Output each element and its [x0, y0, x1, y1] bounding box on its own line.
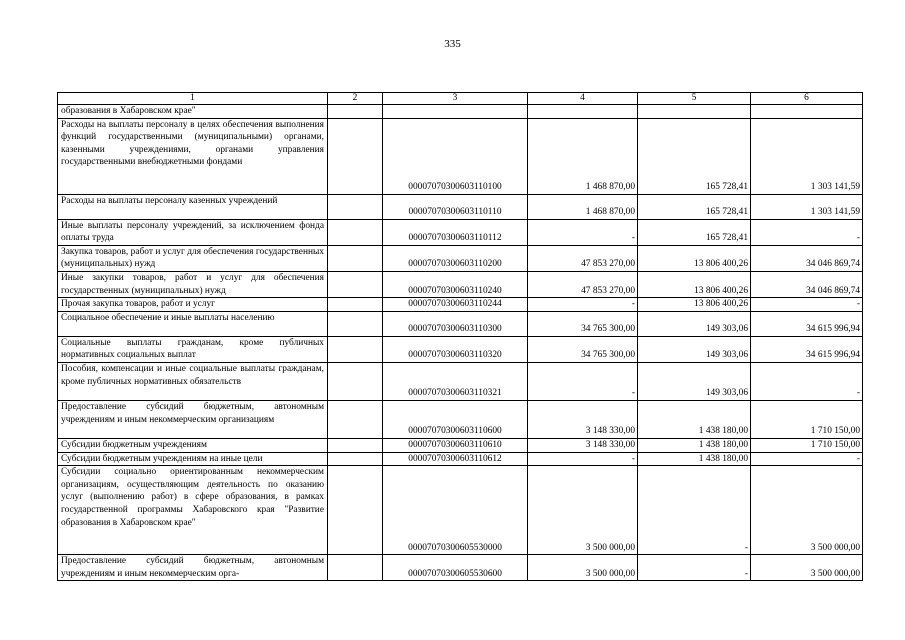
column-header: 3	[383, 93, 528, 105]
row-code: 00007070300603110100	[383, 118, 528, 194]
table-row	[58, 438, 863, 452]
row-col6: 34 046 869,74	[751, 271, 863, 297]
row-col6: 34 046 869,74	[751, 245, 863, 271]
row-name: Иные закупки товаров, работ и услуг для обеспечения государственных (муниципальных) нужд	[58, 271, 328, 297]
row-col2	[328, 555, 383, 581]
column-header: 2	[328, 93, 383, 105]
row-name: Иные выплаты персоналу учреждений, за исключением фонда оплаты труда	[58, 219, 328, 245]
page-number: 335	[444, 38, 461, 50]
column-header: 6	[751, 93, 863, 105]
row-name: Субсидии социально ориентированным некоммерческим организациям, осуществляющим деятельность по оказанию услуг (выполнению работ) в сфере образования, в рамках государственной программы Хабаровского края "Развитие образования в Хабаровском крае"	[58, 466, 328, 555]
row-col2	[328, 194, 383, 219]
row-col6: -	[751, 219, 863, 245]
table-row	[58, 452, 863, 466]
row-col4: -	[528, 452, 638, 466]
row-col2	[328, 452, 383, 466]
row-col4: 34 765 300,00	[528, 336, 638, 362]
row-code: 00007070300603110612	[383, 452, 528, 466]
row-col4: -	[528, 298, 638, 312]
row-col5: 165 728,41	[638, 118, 751, 194]
row-col5: 149 303,06	[638, 311, 751, 336]
row-col6: 1 710 150,00	[751, 438, 863, 452]
table-row	[58, 245, 863, 271]
row-col5: 149 303,06	[638, 336, 751, 362]
row-col5: 13 806 400,26	[638, 245, 751, 271]
row-col5: 13 806 400,26	[638, 298, 751, 312]
table-row	[58, 400, 863, 438]
row-col2	[328, 105, 383, 119]
row-col4: 1 468 870,00	[528, 118, 638, 194]
row-col2	[328, 311, 383, 336]
table-row	[58, 336, 863, 362]
table-row	[58, 194, 863, 219]
row-col5: 13 806 400,26	[638, 271, 751, 297]
row-col6: -	[751, 298, 863, 312]
row-col5: 165 728,41	[638, 194, 751, 219]
row-col2	[328, 298, 383, 312]
row-col5: 1 438 180,00	[638, 400, 751, 438]
row-code	[383, 105, 528, 119]
row-code: 00007070300603110600	[383, 400, 528, 438]
row-col5: -	[638, 466, 751, 555]
row-col5: 1 438 180,00	[638, 452, 751, 466]
row-col4: 3 500 000,00	[528, 466, 638, 555]
row-col6: 1 303 141,59	[751, 118, 863, 194]
row-col5: 165 728,41	[638, 219, 751, 245]
row-col4: 34 765 300,00	[528, 311, 638, 336]
row-name: образования в Хабаровском крае"	[58, 105, 328, 119]
row-col6	[751, 105, 863, 119]
row-name: Субсидии бюджетным учреждениям на иные цели	[58, 452, 328, 466]
row-col6: -	[751, 452, 863, 466]
column-header: 5	[638, 93, 751, 105]
row-col5	[638, 105, 751, 119]
row-name: Предоставление субсидий бюджетным, автономным учреждениям и иным некоммерческим орга-	[58, 555, 328, 581]
column-header: 4	[528, 93, 638, 105]
row-col6: 34 615 996,94	[751, 336, 863, 362]
row-name: Пособия, компенсации и иные социальные выплаты гражданам, кроме публичных нормативных обязательств	[58, 362, 328, 400]
row-col2	[328, 362, 383, 400]
row-col6: -	[751, 362, 863, 400]
row-col2	[328, 219, 383, 245]
table-row	[58, 118, 863, 194]
row-code: 00007070300603110200	[383, 245, 528, 271]
table-row	[58, 311, 863, 336]
row-code: 00007070300603110320	[383, 336, 528, 362]
table-row	[58, 555, 863, 581]
row-code: 00007070300603110110	[383, 194, 528, 219]
row-col2	[328, 271, 383, 297]
row-name: Прочая закупка товаров, работ и услуг	[58, 298, 328, 312]
row-col6: 3 500 000,00	[751, 555, 863, 581]
row-col6: 3 500 000,00	[751, 466, 863, 555]
budget-table	[57, 92, 863, 581]
row-code: 00007070300605530600	[383, 555, 528, 581]
row-code: 00007070300603110112	[383, 219, 528, 245]
row-code: 00007070300603110240	[383, 271, 528, 297]
row-col4: 3 148 330,00	[528, 438, 638, 452]
table-row	[58, 271, 863, 297]
row-col2	[328, 466, 383, 555]
table-row	[58, 298, 863, 312]
row-name: Субсидии бюджетным учреждениям	[58, 438, 328, 452]
row-code: 00007070300603110321	[383, 362, 528, 400]
row-col4: 47 853 270,00	[528, 245, 638, 271]
row-col4: -	[528, 219, 638, 245]
row-col5: 1 438 180,00	[638, 438, 751, 452]
row-name: Расходы на выплаты персоналу в целях обеспечения выполнения функций государственными (муниципальными) органами, казенными учреждениями, органами управления государственными внебюджетными фондами	[58, 118, 328, 194]
table-row	[58, 362, 863, 400]
row-col2	[328, 118, 383, 194]
row-col4: 3 500 000,00	[528, 555, 638, 581]
row-col2	[328, 245, 383, 271]
row-col6: 34 615 996,94	[751, 311, 863, 336]
column-header: 1	[58, 93, 328, 105]
row-col4: 47 853 270,00	[528, 271, 638, 297]
row-col6: 1 303 141,59	[751, 194, 863, 219]
row-col4: 3 148 330,00	[528, 400, 638, 438]
row-col5: 149 303,06	[638, 362, 751, 400]
row-col2	[328, 400, 383, 438]
row-code: 00007070300605530000	[383, 466, 528, 555]
row-name: Закупка товаров, работ и услуг для обеспечения государственных (муниципальных) нужд	[58, 245, 328, 271]
row-col4: -	[528, 362, 638, 400]
table-row	[58, 466, 863, 555]
row-col4: 1 468 870,00	[528, 194, 638, 219]
row-code: 00007070300603110300	[383, 311, 528, 336]
row-name: Социальное обеспечение и иные выплаты населению	[58, 311, 328, 336]
row-col2	[328, 438, 383, 452]
table-row	[58, 219, 863, 245]
row-name: Предоставление субсидий бюджетным, автономным учреждениям и иным некоммерческим организациям	[58, 400, 328, 438]
row-code: 00007070300603110244	[383, 298, 528, 312]
row-name: Расходы на выплаты персоналу казенных учреждений	[58, 194, 328, 219]
row-col4	[528, 105, 638, 119]
row-col6: 1 710 150,00	[751, 400, 863, 438]
table-row	[58, 105, 863, 119]
row-col2	[328, 336, 383, 362]
row-code: 00007070300603110610	[383, 438, 528, 452]
table-header-row	[58, 93, 863, 105]
row-name: Социальные выплаты гражданам, кроме публичных нормативных социальных выплат	[58, 336, 328, 362]
row-col5: -	[638, 555, 751, 581]
